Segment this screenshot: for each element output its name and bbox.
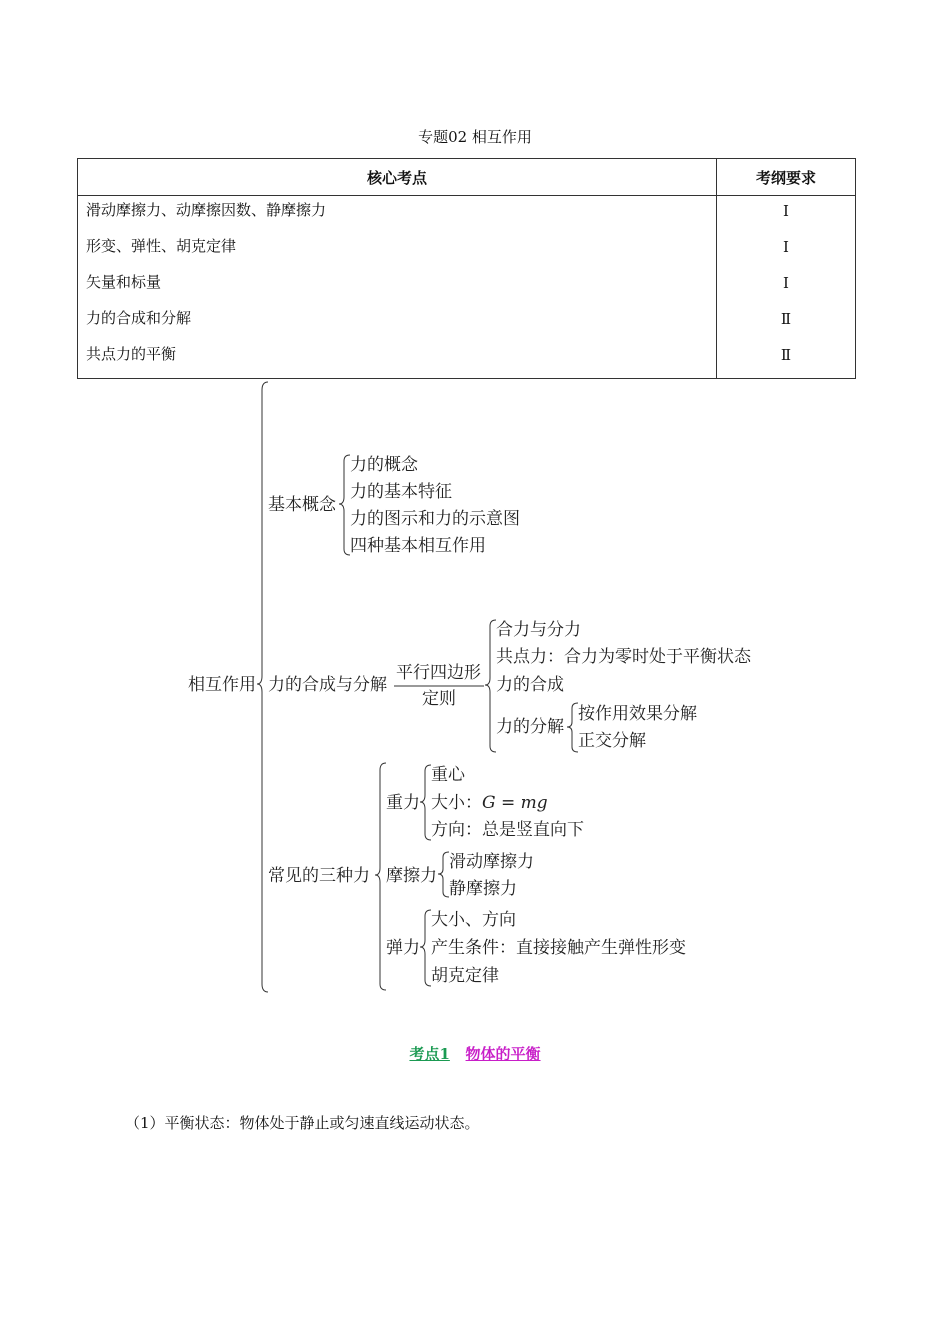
- table-cell: Ⅰ: [783, 274, 789, 292]
- gravity-formula: G = mg: [482, 793, 548, 813]
- list-item: 方向：总是竖直向下: [431, 820, 584, 840]
- table-cell: 形变、弹性、胡克定律: [86, 237, 237, 255]
- list-item: 胡克定律: [431, 966, 499, 986]
- header-requirements: 考纲要求: [717, 159, 856, 196]
- list-item: 产生条件：直接接触产生弹性形变: [431, 938, 686, 958]
- node-composition: 力的合成与分解: [268, 675, 387, 695]
- node-elastic: 弹力: [386, 938, 420, 958]
- rule-bottom: 定则: [422, 689, 456, 709]
- table-cell: Ⅱ: [780, 346, 792, 364]
- requirement-level-cell: [717, 196, 856, 379]
- table-cell: 矢量和标量: [86, 273, 162, 291]
- elastic-brace: [420, 910, 431, 986]
- table-cell: Ⅰ: [783, 238, 789, 256]
- node-decomposition: 力的分解: [496, 717, 564, 737]
- compose-brace: [485, 620, 496, 752]
- node-gravity: 重力: [386, 793, 420, 813]
- list-item: 滑动摩擦力: [449, 852, 534, 872]
- table-row: [78, 196, 856, 379]
- list-item: 静摩擦力: [449, 879, 517, 899]
- gravity-brace: [420, 765, 431, 840]
- header-core-points: 核心考点: [78, 159, 717, 196]
- node-three-forces: 常见的三种力: [268, 866, 370, 886]
- list-item: 重心: [431, 765, 465, 785]
- friction-brace: [438, 852, 449, 897]
- table-header-row: [78, 159, 856, 196]
- list-item: 力的基本特征: [350, 482, 452, 502]
- rule-top: 平行四边形: [396, 663, 481, 683]
- list-item: 按作用效果分解: [578, 704, 697, 724]
- list-item: 力的合成: [496, 675, 564, 695]
- three-brace: [375, 763, 386, 990]
- node-basic-concepts: 基本概念: [268, 495, 336, 515]
- section-title: 物体的平衡: [465, 1045, 541, 1063]
- table-cell: Ⅱ: [780, 310, 792, 328]
- page-title: 专题02 相互作用: [418, 128, 532, 146]
- list-item: 力的概念: [350, 455, 418, 475]
- list-item: 大小、方向: [431, 910, 516, 930]
- list-item: 共点力：合力为零时处于平衡状态: [496, 647, 751, 667]
- section-label: 考点1: [409, 1045, 450, 1063]
- list-item: 正交分解: [578, 731, 646, 751]
- section-heading: [0, 1043, 950, 1064]
- table-cell: 共点力的平衡: [86, 345, 177, 363]
- paragraph: （1）平衡状态：物体处于静止或匀速直线运动状态。: [125, 1114, 480, 1132]
- core-points-cell: [78, 196, 717, 379]
- list-item: 合力与分力: [496, 620, 581, 640]
- mindmap-root: 相互作用: [188, 675, 256, 695]
- list-item: 四种基本相互作用: [350, 536, 486, 556]
- table-cell: 力的合成和分解: [86, 309, 192, 327]
- table-cell: 滑动摩擦力、动摩擦因数、静摩擦力: [86, 201, 327, 219]
- node-friction: 摩擦力: [386, 866, 437, 886]
- basic-brace: [339, 455, 350, 555]
- requirements-table: [77, 158, 856, 379]
- table-cell: Ⅰ: [783, 202, 789, 220]
- list-item: 大小：: [431, 793, 482, 813]
- decompose-brace: [567, 703, 578, 752]
- list-item: 力的图示和力的示意图: [350, 509, 520, 529]
- root-brace: [257, 382, 268, 992]
